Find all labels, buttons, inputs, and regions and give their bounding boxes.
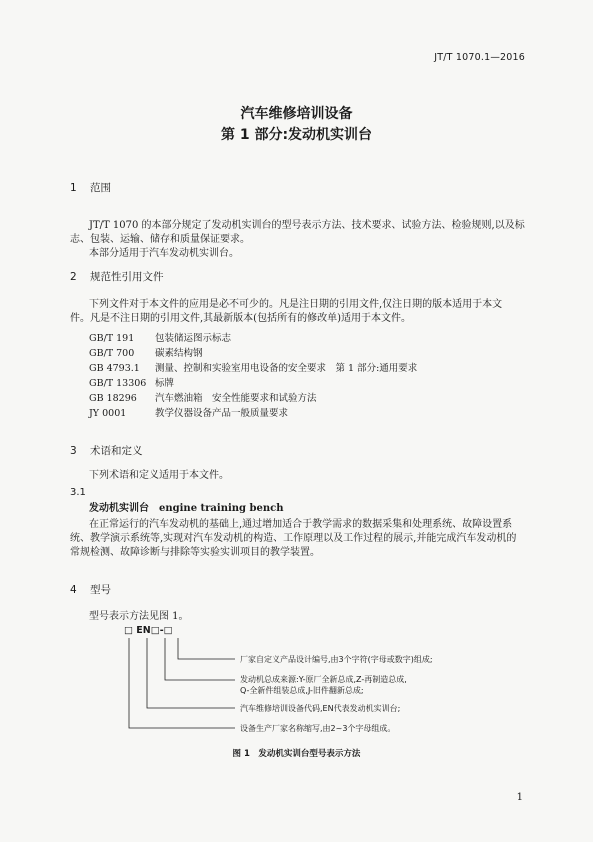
annotation-equipment-code: 汽车维修培训设备代码,EN代表发动机实训台; bbox=[240, 704, 401, 713]
annotation-manufacturer-abbr: 设备生产厂家名称缩写,由2~3个字母组成。 bbox=[240, 724, 396, 733]
annotation-assembly-source-cont: Q-全新件组装总成,J-旧件翻新总成; bbox=[240, 686, 364, 695]
reference-code: GB/T 191 bbox=[89, 333, 135, 344]
definition: 统、教学演示系统等,实现对汽车发动机的构造、工作原理以及工作过程的展示,并能完成汽车发动机的 bbox=[70, 533, 517, 544]
reference-code: GB/T 700 bbox=[89, 348, 135, 359]
document-code: JT/T 1070.1—2016 bbox=[434, 52, 525, 63]
section-number: 2 bbox=[70, 271, 77, 283]
reference-title: 测量、控制和实验室用电设备的安全要求 第 1 部分:通用要求 bbox=[155, 363, 418, 374]
reference-item bbox=[89, 375, 174, 389]
term bbox=[89, 502, 284, 516]
reference-code: GB 18296 bbox=[89, 393, 137, 404]
term-english: engine training bench bbox=[159, 503, 284, 514]
reference-item bbox=[89, 345, 203, 359]
section-number: 4 bbox=[70, 584, 77, 596]
section-title: 型号 bbox=[90, 584, 111, 596]
model-designation-figure bbox=[120, 625, 520, 755]
figure-caption: 图 1 发动机实训台型号表示方法 bbox=[232, 749, 361, 759]
paragraph: 下列术语和定义适用于本文件。 bbox=[89, 470, 229, 481]
definition: 常规检测、故障诊断与排除等实验实训项目的教学装置。 bbox=[70, 547, 320, 558]
term-chinese: 发动机实训台 bbox=[89, 503, 149, 514]
paragraph: 本部分适用于汽车发动机实训台。 bbox=[89, 248, 239, 259]
reference-title: 汽车燃油箱 安全性能要求和试验方法 bbox=[155, 393, 317, 404]
reference-title: 包装储运图示标志 bbox=[155, 333, 232, 344]
reference-item bbox=[89, 390, 317, 404]
reference-code: GB/T 13306 bbox=[89, 378, 147, 389]
reference-code: JY 0001 bbox=[89, 408, 127, 419]
reference-item bbox=[89, 405, 288, 419]
paragraph: 型号表示方法见图 1。 bbox=[89, 611, 189, 622]
section-title: 范围 bbox=[90, 182, 111, 194]
paragraph: 件。凡是不注日期的引用文件,其最新版本(包括所有的修改单)适用于本文件。 bbox=[70, 313, 411, 324]
model-code-pattern: □ EN□-□ bbox=[124, 625, 173, 636]
paragraph: JT/T 1070 的本部分规定了发动机实训台的型号表示方法、技术要求、试验方法、检验规则,以及标 bbox=[89, 220, 525, 231]
subsection-number: 3.1 bbox=[70, 487, 86, 498]
section-title: 规范性引用文件 bbox=[90, 271, 164, 283]
section-3-heading bbox=[70, 443, 143, 458]
definition: 在正常运行的汽车发动机的基础上,通过增加适合于教学需求的数据采集和处理系统、故障设置系 bbox=[89, 519, 513, 530]
section-number: 3 bbox=[70, 445, 77, 457]
reference-item bbox=[89, 360, 417, 374]
paragraph: 志、包装、运输、储存和质量保证要求。 bbox=[70, 234, 250, 245]
document-subtitle: 第 1 部分:发动机实训台 bbox=[220, 127, 373, 143]
document-title: 汽车维修培训设备 bbox=[240, 106, 353, 122]
section-number: 1 bbox=[70, 182, 77, 194]
annotation-product-code: 厂家自定义产品设计编号,由3个字符(字母或数字)组成; bbox=[240, 655, 433, 664]
reference-code: GB 4793.1 bbox=[89, 363, 140, 374]
section-1-heading bbox=[70, 180, 111, 195]
annotation-assembly-source: 发动机总成来源:Y-原厂全新总成,Z-再制造总成, bbox=[240, 675, 407, 684]
page-number: 1 bbox=[516, 792, 523, 803]
section-title: 术语和定义 bbox=[90, 445, 143, 457]
reference-title: 碳素结构钢 bbox=[155, 348, 203, 359]
section-4-heading bbox=[70, 582, 111, 597]
reference-title: 标牌 bbox=[155, 378, 175, 389]
section-2-heading bbox=[70, 269, 164, 284]
paragraph: 下列文件对于本文件的应用是必不可少的。凡是注日期的引用文件,仅注日期的版本适用于本文 bbox=[89, 299, 503, 310]
reference-item bbox=[89, 330, 231, 344]
reference-title: 教学仪器设备产品一般质量要求 bbox=[155, 408, 289, 419]
